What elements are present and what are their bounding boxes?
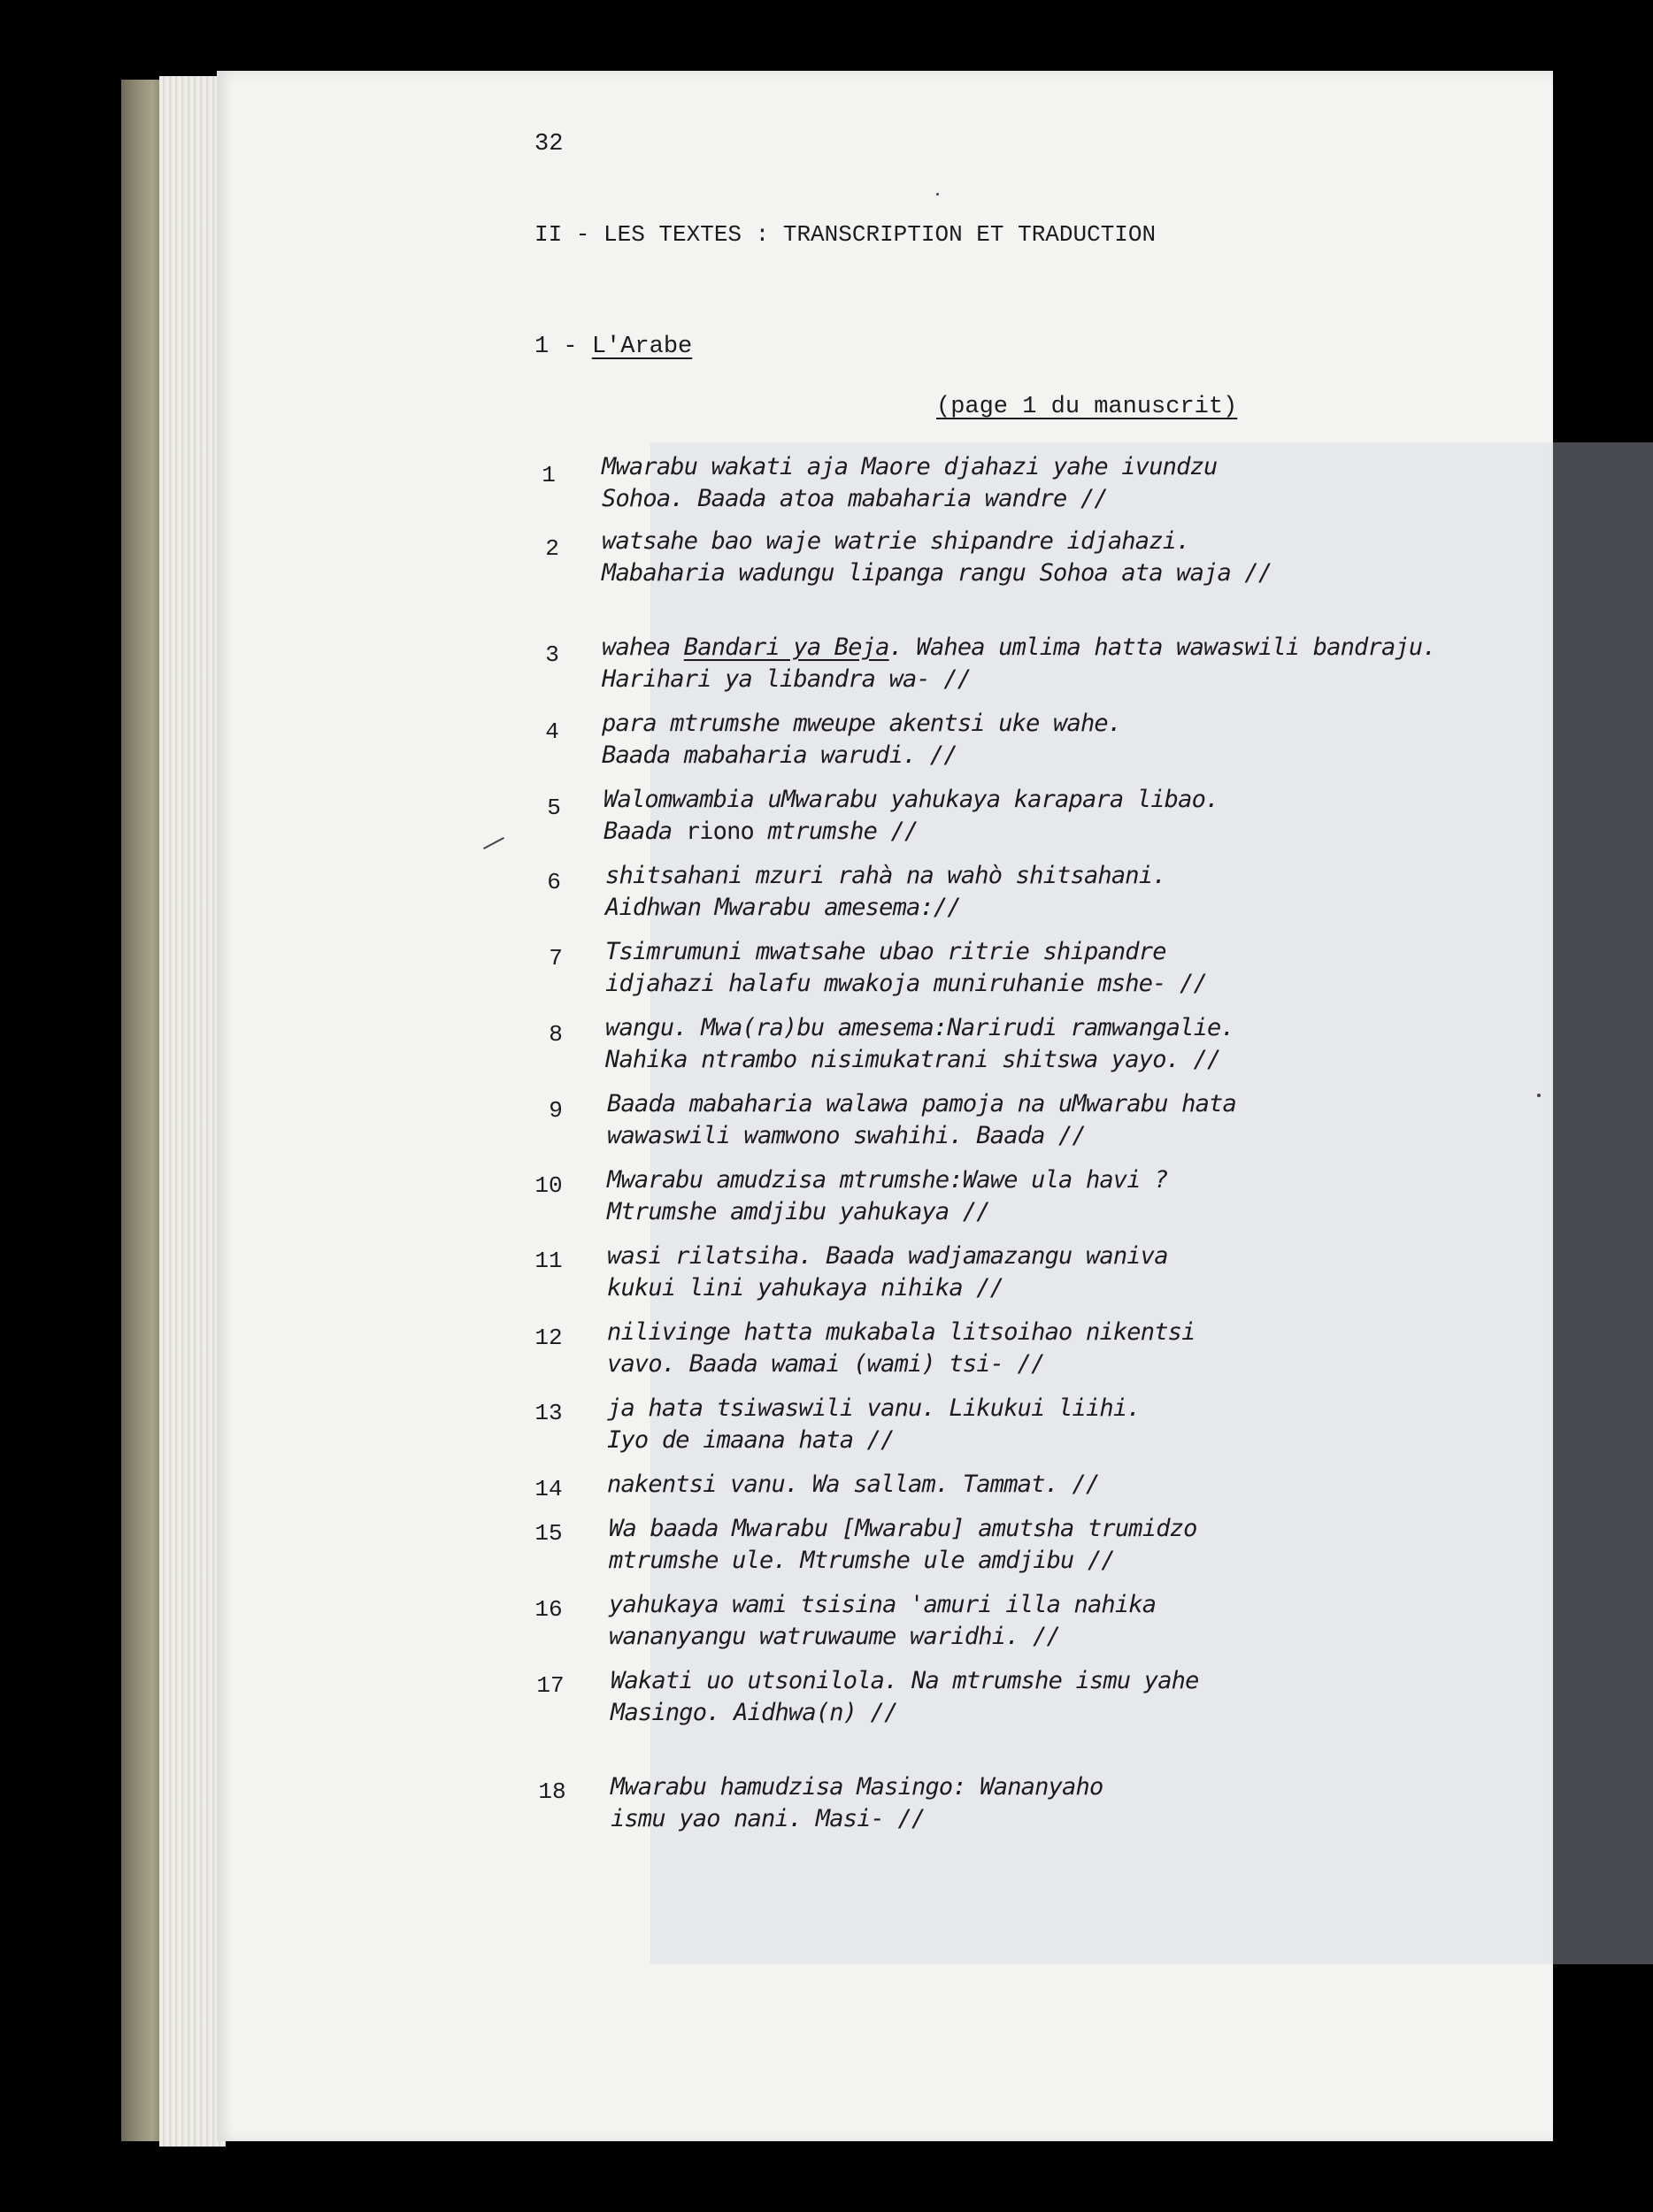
entry-line: idjahazi halafu mwakoja muniruhanie mshe- // xyxy=(605,970,1208,997)
ink-dot xyxy=(1537,1094,1541,1097)
entry-line: Nahika ntrambo nisimukatrani shitswa yayo. // xyxy=(605,1046,1221,1073)
entry-line: Walomwambia uMwarabu yahukaya karapara libao. xyxy=(604,786,1219,813)
entry-line: Harihari ya libandra wa- // xyxy=(602,665,972,693)
subsection-number: 1 - xyxy=(534,334,592,360)
subsection-title xyxy=(534,334,692,360)
entry-line: Mwarabu amudzisa mtrumshe:Wawe ula havi ? xyxy=(607,1166,1168,1194)
manuscript-page-reference xyxy=(936,394,1237,420)
entry-line: Aidhwan Mwarabu amesema:// xyxy=(605,894,961,921)
entry-number: 15 xyxy=(534,1520,563,1547)
entry-line xyxy=(602,634,1436,661)
entry-line: wawaswili wamwono swahihi. Baada // xyxy=(607,1122,1086,1149)
entry-number: 18 xyxy=(538,1778,566,1805)
page-number: 32 xyxy=(534,131,564,157)
entry-line: wananyangu watruwaume waridhi. // xyxy=(609,1623,1061,1650)
entry-number: 2 xyxy=(545,535,559,562)
entry-line: wasi rilatsiha. Baada wadjamazangu waniva xyxy=(607,1242,1168,1270)
entry-line: ismu yao nani. Masi- // xyxy=(611,1805,926,1832)
entry-text: mtrumshe // xyxy=(754,818,919,845)
entry-line: Mwarabu wakati aja Maore djahazi yahe ivundzu xyxy=(602,453,1218,480)
entry-number: 11 xyxy=(534,1248,563,1274)
entry-number: 14 xyxy=(534,1476,563,1502)
entry-text: wahea xyxy=(602,634,684,661)
entry-number: 3 xyxy=(545,641,559,668)
page-stack-edge xyxy=(159,76,226,2147)
entry-text: . Wahea umlima hatta wawaswili bandraju. xyxy=(888,634,1436,661)
entry-number: 5 xyxy=(547,795,561,821)
place-name-underlined: Bandari ya Beja xyxy=(683,634,889,661)
entry-line: Wa baada Mwarabu [Mwarabu] amutsha trumidzo xyxy=(609,1515,1197,1542)
entry-number: 9 xyxy=(549,1097,563,1124)
section-heading: II - LES TEXTES : TRANSCRIPTION ET TRADUCTION xyxy=(534,221,1157,248)
entry-line: Mwarabu hamudzisa Masingo: Wananyaho xyxy=(611,1773,1103,1801)
entry-line: Baada mabaharia walawa pamoja na uMwarabu hata xyxy=(607,1090,1236,1118)
entry-line: nakentsi vanu. Wa sallam. Tammat. // xyxy=(607,1471,1100,1498)
entry-line: Sohoa. Baada atoa mabaharia wandre // xyxy=(602,485,1108,512)
entry-number: 8 xyxy=(549,1021,563,1048)
entry-number: 13 xyxy=(534,1400,563,1426)
entry-line: vavo. Baada wamai (wami) tsi- // xyxy=(607,1350,1045,1378)
entry-number: 6 xyxy=(547,869,561,895)
entry-number: 4 xyxy=(545,718,559,745)
entry-line: ja hata tsiwaswili vanu. Likukui liihi. xyxy=(607,1394,1141,1422)
entry-line: kukui lini yahukaya nihika // xyxy=(607,1274,1004,1302)
entry-line: Baada mabaharia warudi. // xyxy=(602,741,957,769)
entry-number: 16 xyxy=(534,1596,563,1623)
entry-line: mtrumshe ule. Mtrumshe ule amdjibu // xyxy=(609,1547,1115,1574)
ink-dot xyxy=(936,193,939,196)
subsection-title-text: L'Arabe xyxy=(591,334,693,360)
entry-number: 12 xyxy=(534,1325,563,1351)
entry-line xyxy=(604,818,918,845)
entry-line: wangu. Mwa(ra)bu amesema:Narirudi ramwangalie. xyxy=(605,1014,1234,1041)
entry-number: 17 xyxy=(536,1672,565,1699)
entry-text-upright: riono xyxy=(685,818,755,845)
entry-line: para mtrumshe mweupe akentsi uke wahe. xyxy=(602,710,1122,737)
entry-line: Mabaharia wadungu lipanga rangu Sohoa ata waja // xyxy=(602,559,1272,587)
entry-text: Baada xyxy=(604,818,686,845)
entry-line: Wakati uo utsonilola. Na mtrumshe ismu yahe xyxy=(611,1667,1199,1694)
entry-number: 10 xyxy=(534,1172,563,1199)
manuscript-page-reference-text: (page 1 du manuscrit) xyxy=(936,394,1238,420)
entry-number: 7 xyxy=(549,945,563,972)
entry-line: Mtrumshe amdjibu yahukaya // xyxy=(607,1198,990,1225)
entry-line: shitsahani mzuri rahà na wahò shitsahani. xyxy=(605,862,1166,889)
entry-line: Tsimrumuni mwatsahe ubao ritrie shipandre xyxy=(605,938,1166,965)
entry-line: Masingo. Aidhwa(n) // xyxy=(611,1699,898,1726)
entry-line: Iyo de imaana hata // xyxy=(607,1426,895,1454)
entry-line: yahukaya wami tsisina 'amuri illa nahika xyxy=(609,1591,1157,1618)
entry-number: 1 xyxy=(542,462,556,488)
entry-line: watsahe bao waje watrie shipandre idjahazi. xyxy=(602,527,1190,555)
entry-line: nilivinge hatta mukabala litsoihao nikentsi xyxy=(607,1318,1196,1346)
